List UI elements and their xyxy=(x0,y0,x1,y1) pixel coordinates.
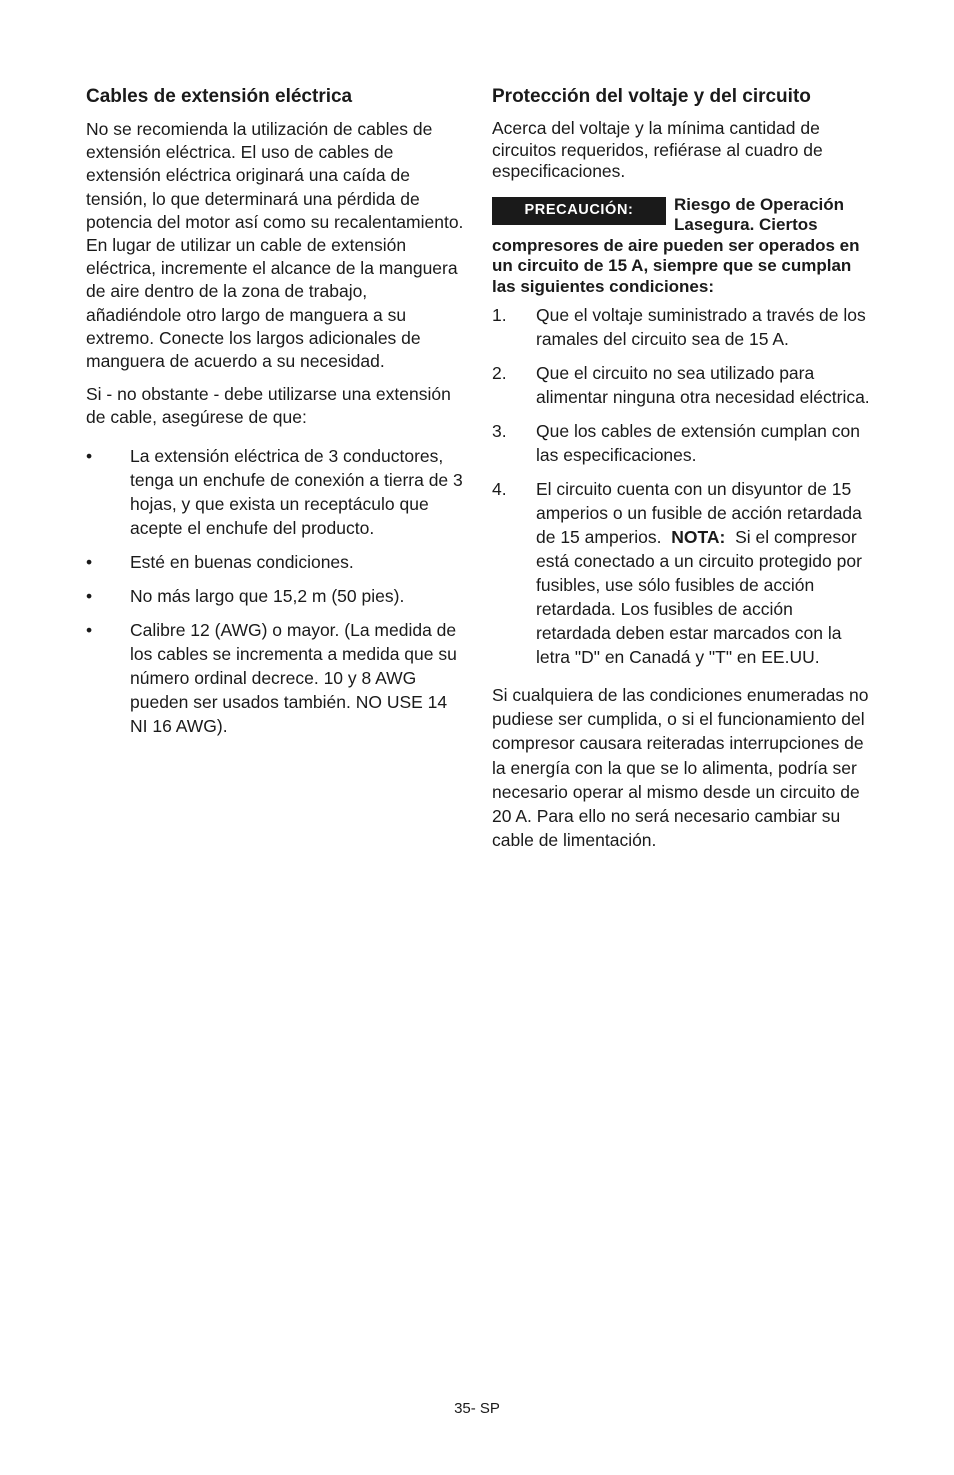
right-column xyxy=(492,84,870,870)
page-number: 35- SP xyxy=(454,1400,500,1417)
extension-cords-paragraph: No se recomienda la utilización de cables de extensión eléctrica. El uso de cables de extensión eléctrica originará una caída de tensión, lo que determinará una pérdida de potencia del motor así como su recalentamiento. En lugar de utilizar un cable de extensión eléctrica, incremente el alcance de la manguera de aire dentro de la zona de trabajo, añadiéndole otro largo de manguera a su extremo. Conecte los largos adicionales de manguera de acuerdo a su necesidad. xyxy=(86,119,464,372)
bullet-icon: • xyxy=(86,445,93,466)
bullet-icon: • xyxy=(86,551,93,572)
voltage-protection-intro: Acerca del voltaje y la mínima cantidad de circuitos requeridos, refiérase al cuadro de especificaciones. xyxy=(492,118,823,181)
extension-cords-condition-intro: Si - no obstante - debe utilizarse una extensión de cable, asegúrese de que: xyxy=(86,384,451,428)
extension-cords-heading: Cables de extensión eléctrica xyxy=(86,86,353,107)
list-item: • Esté en buenas condiciones. xyxy=(86,551,354,572)
list-item: 2. Que el circuito no sea utilizado para alimentar ninguna otra necesidad eléctrica. xyxy=(492,363,870,407)
list-item: • No más largo que 15,2 m (50 pies). xyxy=(86,585,405,606)
caution-text: Riesgo de Operación Lasegura. Ciertos compresores de aire pueden ser operados en un circuito de 15 A, siempre que se cumplan las siguientes condiciones: xyxy=(492,194,860,296)
circuit-conditions-list xyxy=(492,303,870,669)
list-item: 1. Que el voltaje suministrado a través de los ramales del circuito sea de 15 A. xyxy=(492,305,866,349)
caution-badge: PRECAUCIÓN: xyxy=(492,197,666,225)
list-item: • Calibre 12 (AWG) o mayor. (La medida de los cables se incrementa a medida que su número ordinal decrece. 10 y 8 AWG pueden ser usados también. NO USE 14 NI 16 AWG). xyxy=(86,619,457,736)
list-item: 3. Que los cables de extensión cumplan con las especificaciones. xyxy=(492,421,860,465)
voltage-protection-heading: Protección del voltaje y del circuito xyxy=(492,86,811,107)
bullet-icon: • xyxy=(86,619,93,640)
caution-block xyxy=(492,195,870,298)
left-column xyxy=(86,84,466,748)
bullet-icon: • xyxy=(86,585,93,606)
extension-cord-requirements-list xyxy=(86,444,466,738)
list-item: • La extensión eléctrica de 3 conductores, tenga un enchufe de conexión a tierra de 3 hojas, y que exista un receptáculo que acepte el enchufe del producto. xyxy=(86,445,463,538)
note-label: NOTA: xyxy=(671,527,726,547)
list-item: 4. El circuito cuenta con un disyuntor de 15 amperios o un fusible de acción retardada de 15 amperios. NOTA: Si el compresor está conectado a un circuito protegido por fusibles, use sólo fusibles de acción retardada. Los fusibles de acción retardada deben estar marcados con la letra "D" en Canadá y "T" en EE.UU. xyxy=(492,479,862,667)
closing-paragraph: Si cualquiera de las condiciones enumeradas no pudiese ser cumplida, o si el funcionamiento del compresor causara reiteradas interrupciones de la energía con la que se lo alimenta, podría ser necesario operar al mismo desde un circuito de 20 A. Para ello no será necesario cambiar su cable de limentación. xyxy=(492,685,869,851)
